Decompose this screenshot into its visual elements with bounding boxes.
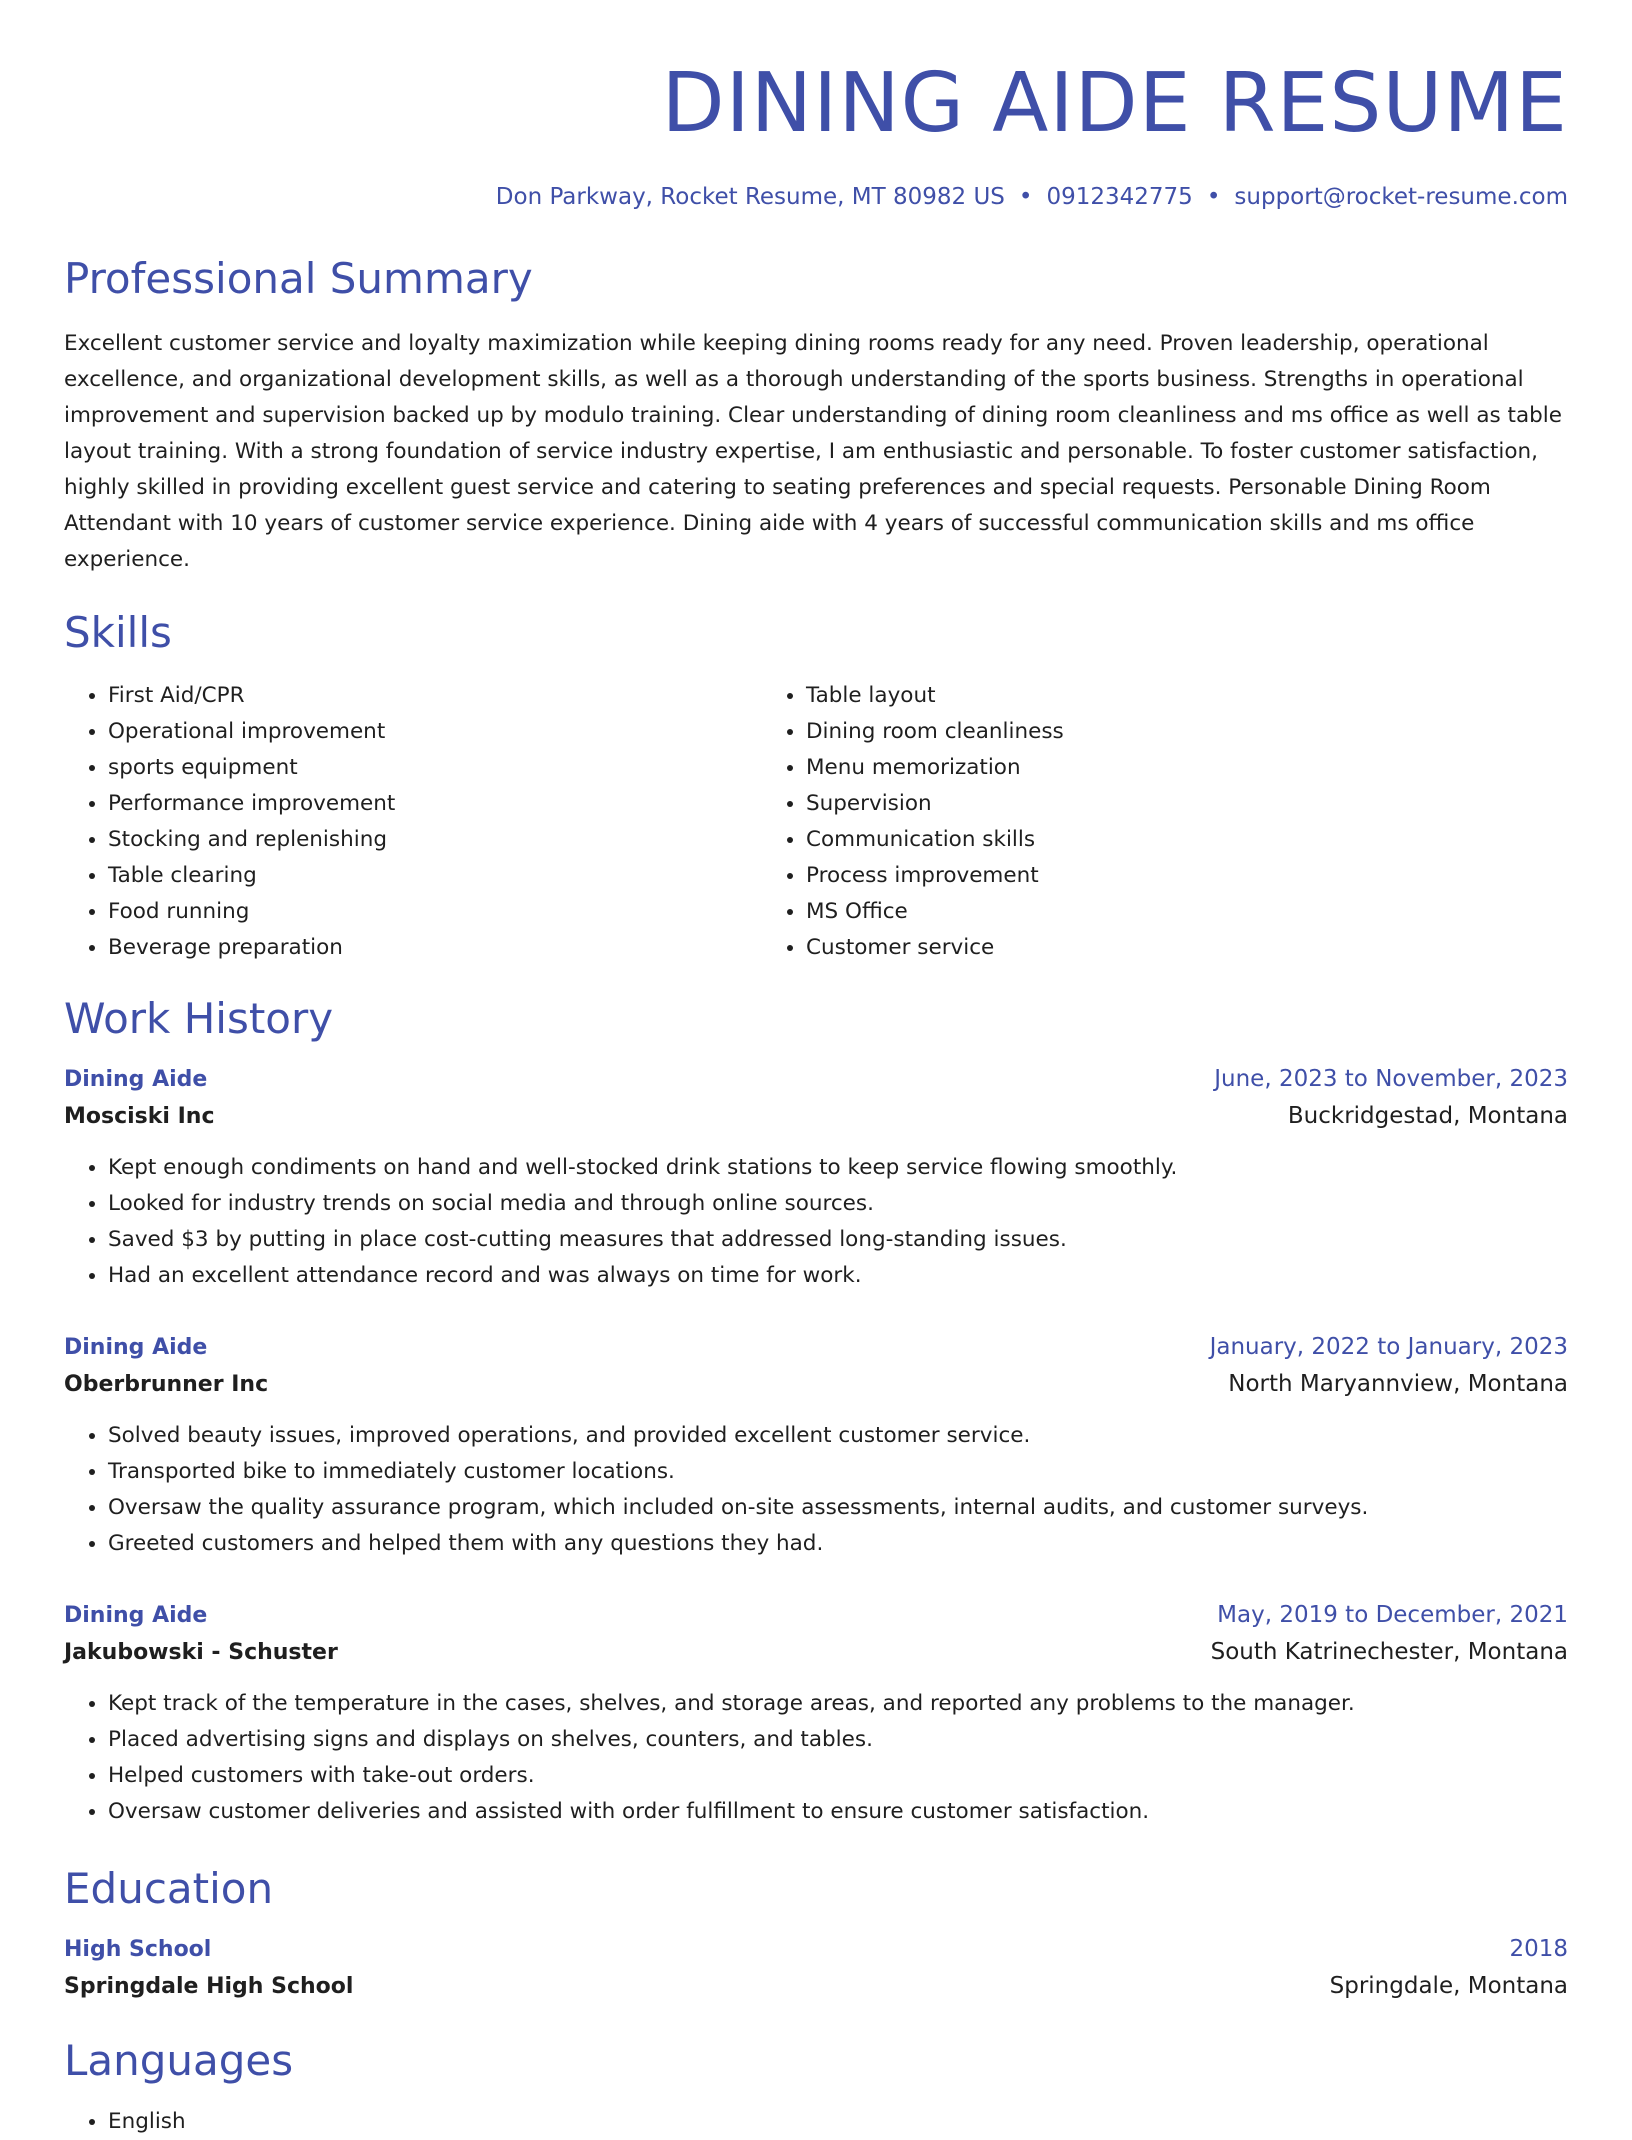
education-title-row: [64, 1932, 1568, 1967]
job-role: Dining Aide: [64, 1603, 208, 1628]
resume-title: DINING AIDE RESUME: [661, 56, 1568, 151]
contact-address: Don Parkway, Rocket Resume, MT 80982 US: [495, 184, 1005, 210]
skills-list-left: [64, 678, 762, 966]
work-entry: [64, 1598, 1568, 1830]
job-company: Jakubowski - Schuster: [64, 1640, 338, 1665]
skill-item: • Performance improvement: [108, 786, 762, 822]
skill-item: • Table layout: [806, 678, 1460, 714]
job-duty: • Saved $3 by putting in place cost-cutting measures that addressed long-standing issues.: [108, 1222, 1568, 1258]
skill-item: • First Aid/CPR: [108, 678, 762, 714]
education-heading: Education: [64, 1864, 274, 1913]
skill-item: • Communication skills: [806, 822, 1460, 858]
summary-heading: Professional Summary: [64, 254, 533, 303]
languages-heading: Languages: [64, 2036, 294, 2085]
languages-list: [64, 2104, 1568, 2140]
job-role: Dining Aide: [64, 1067, 208, 1092]
job-duty: • Oversaw the quality assurance program, which included on-site assessments, internal audits, and customer surveys.: [108, 1490, 1568, 1526]
work-entry-company-row: [64, 1365, 1568, 1404]
job-dates: January, 2022 to January, 2023: [1209, 1334, 1568, 1360]
language-item: • English: [108, 2104, 1568, 2140]
work-entry: [64, 1062, 1568, 1294]
skills-grid: [64, 678, 1568, 966]
contact-line: [64, 182, 1568, 212]
job-duty: • Helped customers with take-out orders.: [108, 1758, 1568, 1794]
job-duty: • Kept enough condiments on hand and well-stocked drink stations to keep service flowing smoothly.: [108, 1150, 1568, 1186]
job-dates: May, 2019 to December, 2021: [1217, 1602, 1568, 1628]
summary-text: Excellent customer service and loyalty maximization while keeping dining rooms ready for any need. Proven leadership, operational excellence, and organizational development skills, as well as a thorough understanding of the sports business. Strengths in operational improvement and supervision backed up by modulo training. Clear understanding of dining room cleanliness and ms office as well as table layout training. With a strong foundation of service industry expertise, I am enthusiastic and personable. To foster customer satisfaction, highly skilled in providing excellent guest service and catering to seating preferences and special requests. Personable Dining Room Attendant with 10 years of customer service experience. Dining aide with 4 years of successful communication skills and ms office experience.: [64, 331, 1562, 572]
skill-item: • Stocking and replenishing: [108, 822, 762, 858]
skill-item: • MS Office: [806, 894, 1460, 930]
job-company: Mosciski Inc: [64, 1104, 215, 1129]
job-location: Buckridgestad, Montana: [1287, 1103, 1568, 1129]
job-duty: • Had an excellent attendance record and was always on time for work.: [108, 1258, 1568, 1294]
education-location: Springdale, Montana: [1329, 1973, 1568, 1999]
contact-separator: •: [1018, 184, 1033, 210]
job-duty: • Kept track of the temperature in the cases, shelves, and storage areas, and reported any problems to the manager.: [108, 1686, 1568, 1722]
job-duty: • Placed advertising signs and displays on shelves, counters, and tables.: [108, 1722, 1568, 1758]
job-duty: • Looked for industry trends on social media and through online sources.: [108, 1186, 1568, 1222]
resume-header: [64, 0, 1568, 212]
skill-item: • sports equipment: [108, 750, 762, 786]
work-entry-title-row: [64, 1598, 1568, 1633]
job-dates: June, 2023 to November, 2023: [1214, 1066, 1568, 1092]
contact-phone: 0912342775: [1046, 184, 1193, 210]
job-duty: • Oversaw customer deliveries and assisted with order fulfillment to ensure customer satisfaction.: [108, 1794, 1568, 1830]
job-duties: [64, 1686, 1568, 1830]
work-entry: [64, 1330, 1568, 1562]
skills-list-right: [762, 678, 1460, 966]
job-company: Oberbrunner Inc: [64, 1372, 269, 1397]
job-duty: • Solved beauty issues, improved operations, and provided excellent customer service.: [108, 1418, 1568, 1454]
skill-item: • Food running: [108, 894, 762, 930]
skill-item: • Table clearing: [108, 858, 762, 894]
work-entry-company-row: [64, 1633, 1568, 1672]
skill-item: • Beverage preparation: [108, 930, 762, 966]
education-entry: [64, 1932, 1568, 2006]
contact-email: support@rocket-resume.com: [1234, 184, 1568, 210]
work-entry-company-row: [64, 1097, 1568, 1136]
education-degree: High School: [64, 1937, 212, 1962]
work-entry-title-row: [64, 1062, 1568, 1097]
skill-item: • Customer service: [806, 930, 1460, 966]
skill-item: • Supervision: [806, 786, 1460, 822]
job-duties: [64, 1418, 1568, 1562]
skill-item: • Operational improvement: [108, 714, 762, 750]
job-duties: [64, 1150, 1568, 1294]
skill-item: • Process improvement: [806, 858, 1460, 894]
skill-item: • Dining room cleanliness: [806, 714, 1460, 750]
job-location: North Maryannview, Montana: [1228, 1371, 1568, 1397]
education-school-row: [64, 1967, 1568, 2006]
education-school: Springdale High School: [64, 1974, 354, 1999]
work-entry-title-row: [64, 1330, 1568, 1365]
skill-item: • Menu memorization: [806, 750, 1460, 786]
contact-separator: •: [1206, 184, 1221, 210]
skills-heading: Skills: [64, 608, 172, 657]
job-location: South Katrinechester, Montana: [1210, 1639, 1568, 1665]
education-year: 2018: [1509, 1936, 1568, 1962]
work-history-heading: Work History: [64, 994, 334, 1043]
job-duty: • Transported bike to immediately customer locations.: [108, 1454, 1568, 1490]
job-duty: • Greeted customers and helped them with any questions they had.: [108, 1526, 1568, 1562]
job-role: Dining Aide: [64, 1335, 208, 1360]
